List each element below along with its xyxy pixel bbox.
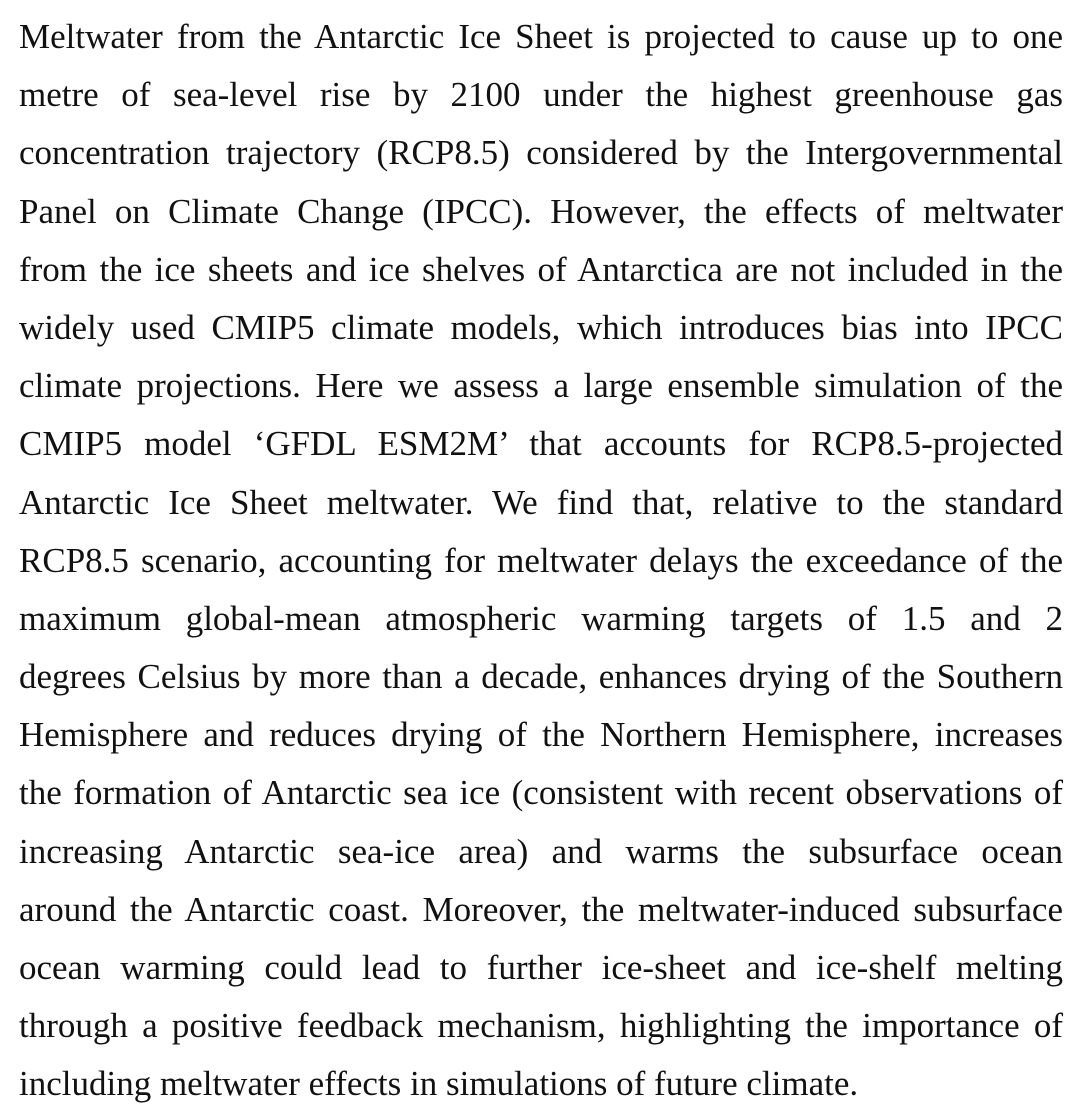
- text-line: through a positive feedback mechanism, highlighting the importance of: [19, 1006, 1063, 1046]
- text-line: metre of sea-level rise by 2100 under the highest greenhouse gas: [19, 75, 1063, 115]
- text-line: maximum global-mean atmospheric warming targets of 1.5 and 2: [19, 598, 1063, 638]
- text-line: the formation of Antarctic sea ice (consistent with recent observations of: [19, 773, 1063, 813]
- text-line: increasing Antarctic sea-ice area) and warms the subsurface ocean: [19, 831, 1063, 871]
- text-line: ocean warming could lead to further ice-sheet and ice-shelf melting: [19, 948, 1063, 987]
- text-line: concentration trajectory (RCP8.5) considered by the Intergovernmental: [19, 133, 1063, 173]
- text-line: Panel on Climate Change (IPCC). However, the effects of meltwater: [19, 191, 1063, 231]
- abstract-paragraph: [19, 8, 1063, 1114]
- text-line: from the ice sheets and ice shelves of Antarctica are not included in the: [19, 249, 1063, 289]
- text-line: CMIP5 model ‘GFDL ESM2M’ that accounts for RCP8.5-projected: [19, 424, 1063, 464]
- text-line: RCP8.5 scenario, accounting for meltwater delays the exceedance of the: [19, 540, 1063, 580]
- text-line: Meltwater from the Antarctic Ice Sheet is projected to cause up to one: [19, 17, 1063, 56]
- text-line: degrees Celsius by more than a decade, enhances drying of the Southern: [19, 657, 1063, 697]
- text-line: widely used CMIP5 climate models, which introduces bias into IPCC: [19, 307, 1063, 347]
- text-line: around the Antarctic coast. Moreover, the meltwater-induced subsurface: [19, 889, 1063, 929]
- text-line: including meltwater effects in simulations of future climate.: [19, 1064, 859, 1104]
- text-line: climate projections. Here we assess a large ensemble simulation of the: [19, 366, 1063, 406]
- text-line: Antarctic Ice Sheet meltwater. We find that, relative to the standard: [19, 482, 1063, 522]
- text-line: Hemisphere and reduces drying of the Northern Hemisphere, increases: [19, 715, 1063, 755]
